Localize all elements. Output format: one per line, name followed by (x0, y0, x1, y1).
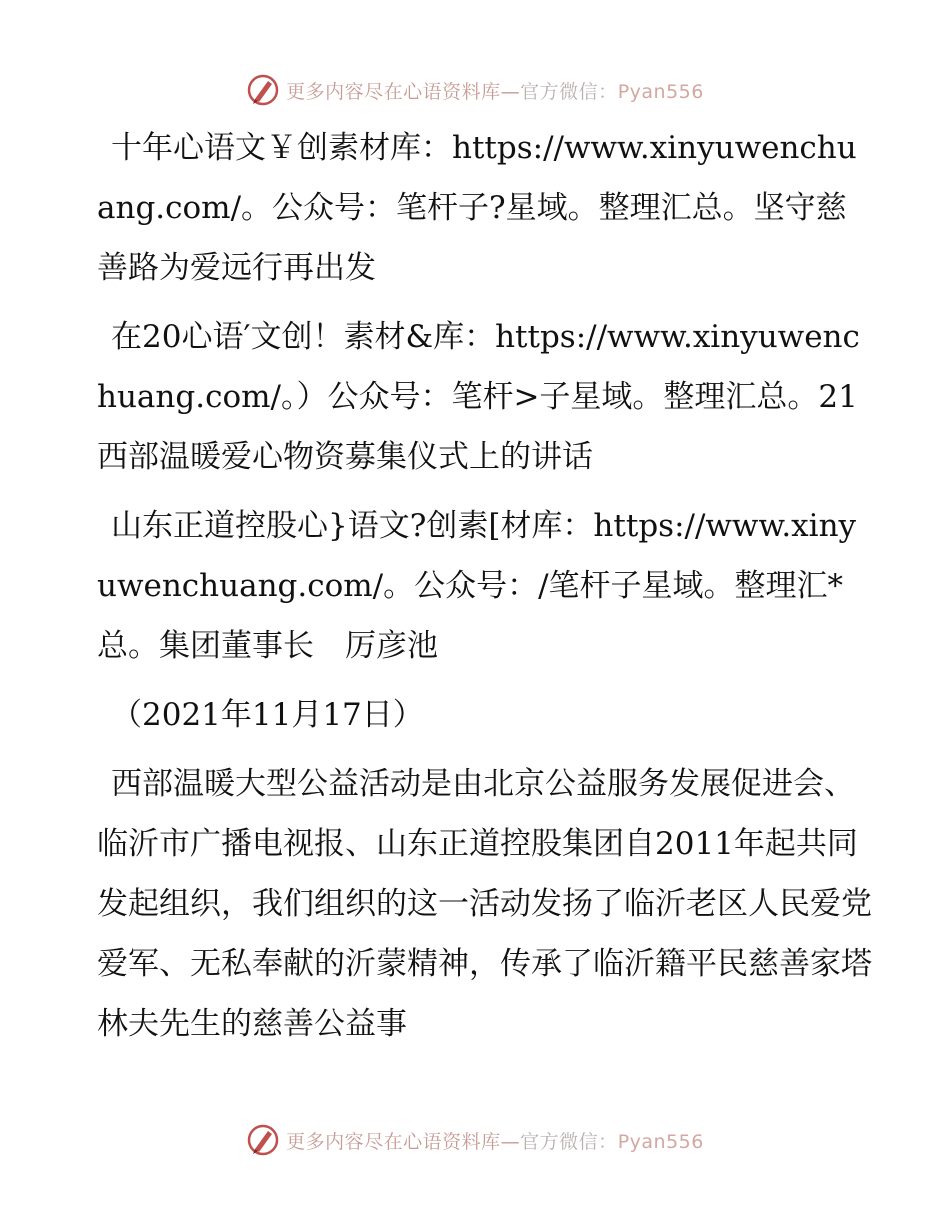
paragraph-2: 在20心语′文创！素材&库：https://www.xinyuwenchuang.com/。）公众号：笔杆>子星域。整理汇总。21西部温暖爱心物资募集仪式上的讲话 (97, 319, 860, 475)
banner-wechat-id: Pyan556 (617, 1130, 704, 1153)
banner-dash: — (500, 1130, 521, 1153)
pen-logo-icon (246, 1123, 280, 1157)
pen-logo-icon (246, 73, 280, 107)
document-body (97, 118, 872, 1063)
banner-dash: — (500, 80, 521, 103)
banner-main-text: 更多内容尽在心语资料库 (286, 1130, 501, 1153)
paragraph-1: 十年心语文￥创素材库：https://www.xinyuwenchuang.com/。公众号：笔杆子?星域。整理汇总。坚守慈善路为爱远行再出发 (97, 130, 857, 286)
banner-wechat-label: 官方微信： (520, 1130, 618, 1153)
header-banner-content (246, 73, 704, 107)
footer-banner (0, 1120, 950, 1160)
banner-wechat-label: 官方微信： (520, 80, 618, 103)
banner-wechat-id: Pyan556 (617, 80, 704, 103)
banner-text (286, 1127, 704, 1154)
footer-banner-content (246, 1123, 704, 1157)
banner-text (286, 77, 704, 104)
paragraph-date: （2021年11月17日） (111, 697, 424, 733)
header-banner (0, 70, 950, 110)
banner-main-text: 更多内容尽在心语资料库 (286, 80, 501, 103)
paragraph-5: 西部温暖大型公益活动是由北京公益服务发展促进会、临沂市广播电视报、山东正道控股集团自2011年起共同发起组织，我们组织的这一活动发扬了临沂老区人民爱党爱军、无私奉献的沂蒙精神，传承了临沂籍平民慈善家塔林夫先生的慈善公益事 (97, 766, 872, 1042)
paragraph-3: 山东正道控股心}语文?创素[材库：https://www.xinyuwenchuang.com/。公众号：/笔杆子星域。整理汇*总。集团董事长 厉彦池 (97, 508, 857, 664)
